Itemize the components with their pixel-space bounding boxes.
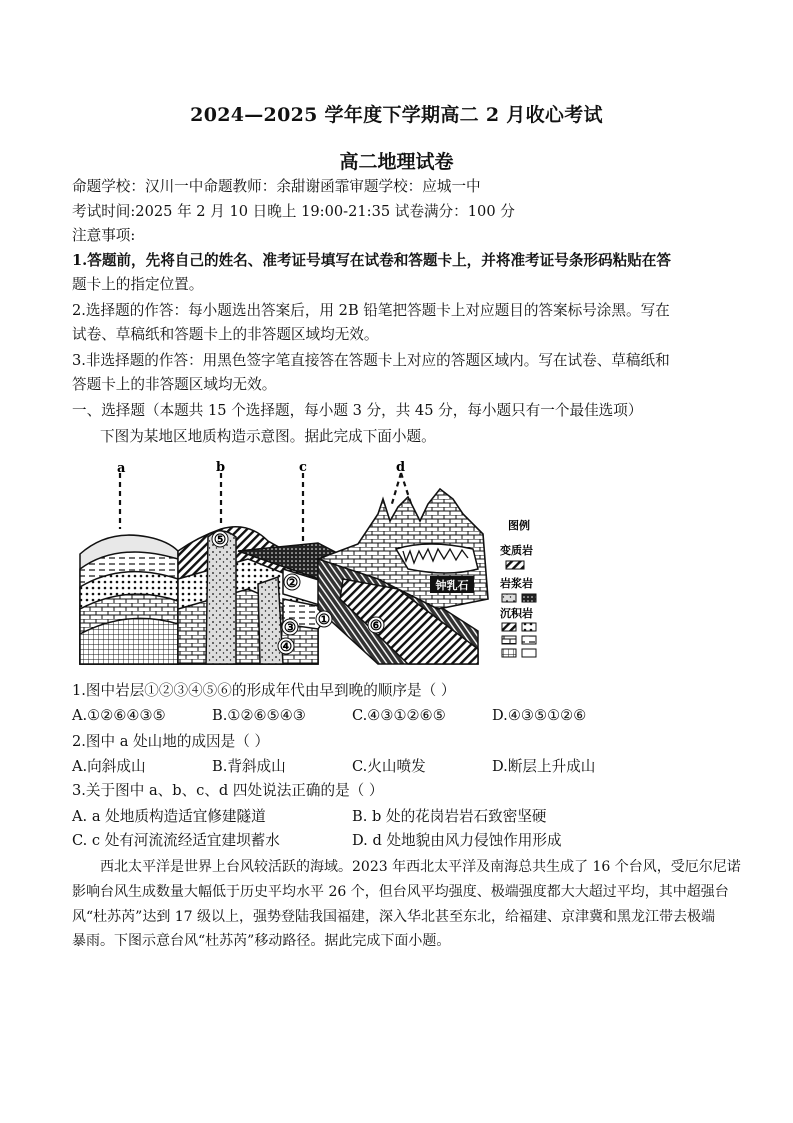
label-1: ① bbox=[317, 612, 331, 628]
note-1-line-1: 1.答题前，先将自己的姓名、准考证号填写在试卷和答题卡上，并将准考证号条形码粘贴在答 bbox=[72, 252, 671, 269]
legend-metamorphic: 变质岩 bbox=[500, 544, 533, 557]
exam-title: 2024—2025 学年度下学期高二 2 月收心考试 bbox=[190, 104, 603, 126]
q3-option-a[interactable]: A. a 处地质构造适宜修建隧道 bbox=[72, 808, 266, 825]
note-2-line-1: 2.选择题的作答：每小题选出答案后，用 2B 铅笔把答题卡上对应题目的答案标号涂黑。写在 bbox=[72, 302, 670, 319]
passage-line-4: 暴雨。下图示意台风“杜苏芮”移动路径。据此完成下面小题。 bbox=[72, 933, 451, 949]
meta-time-score: 考试时间:2025 年 2 月 10 日晚上 19:00-21:35 试卷满分：100 分 bbox=[72, 203, 515, 220]
marker-b: b bbox=[216, 460, 226, 475]
label-2: ② bbox=[285, 575, 299, 591]
q2-option-a[interactable]: A.向斜成山 bbox=[72, 758, 146, 775]
cave-label: 钟乳石 bbox=[435, 579, 469, 592]
q1-option-b[interactable]: B.①②⑥⑤④③ bbox=[212, 707, 306, 724]
q1-option-c[interactable]: C.④③①②⑥⑤ bbox=[352, 707, 446, 724]
q3-option-d[interactable]: D. d 处地貌由风力侵蚀作用形成 bbox=[352, 832, 562, 849]
question-3-stem: 3.关于图中 a、b、c、d 四处说法正确的是（ ） bbox=[72, 782, 384, 799]
q3-option-b[interactable]: B. b 处的花岗岩岩石致密坚硬 bbox=[352, 808, 547, 825]
q3-option-c[interactable]: C. c 处有河流流经适宜建坝蓄水 bbox=[72, 832, 280, 849]
note-1-line-2: 题卡上的指定位置。 bbox=[72, 276, 204, 293]
q2-option-c[interactable]: C.火山喷发 bbox=[352, 758, 426, 775]
legend-sedimentary: 沉积岩 bbox=[500, 607, 533, 620]
notes-heading: 注意事项: bbox=[72, 227, 136, 244]
marker-c: c bbox=[299, 460, 307, 475]
q2-option-b[interactable]: B.背斜成山 bbox=[212, 758, 286, 775]
marker-d: d bbox=[396, 460, 406, 475]
legend-igneous: 岩浆岩 bbox=[500, 577, 533, 590]
note-3-line-1: 3.非选择题的作答：用黑色签字笔直接答在答题卡上对应的答题区域内。写在试卷、草稿纸和 bbox=[72, 352, 670, 369]
section-heading: 一、选择题（本题共 15 个选择题，每小题 3 分，共 45 分，每小题只有一个最佳选项） bbox=[72, 402, 643, 419]
exam-subtitle: 高二地理试卷 bbox=[339, 151, 454, 173]
q1-option-a[interactable]: A.①②⑥④③⑤ bbox=[72, 707, 166, 724]
section-intro: 下图为某地区地质构造示意图。据此完成下面小题。 bbox=[100, 428, 436, 445]
meta-schools: 命题学校：汉川一中命题教师：余甜谢函霏审题学校：应城一中 bbox=[72, 178, 481, 195]
label-3: ③ bbox=[283, 620, 297, 636]
passage-line-2: 影响台风生成数量大幅低于历史平均水平 26 个，但台风平均强度、极端强度都大大超过平均，其中超强台 bbox=[72, 884, 729, 900]
question-1-stem: 1.图中岩层①②③④⑤⑥的形成年代由早到晚的顺序是（ ） bbox=[72, 682, 456, 699]
note-2-line-2: 试卷、草稿纸和答题卡上的非答题区域均无效。 bbox=[72, 326, 379, 343]
passage-line-1: 西北太平洋是世界上台风较活跃的海域。2023 年西北太平洋及南海总共生成了 16 个台风，受厄尔尼诺 bbox=[100, 859, 741, 875]
question-2-stem: 2.图中 a 处山地的成因是（ ） bbox=[72, 733, 270, 750]
q1-option-d[interactable]: D.④③⑤①②⑥ bbox=[492, 707, 587, 724]
marker-a: a bbox=[117, 461, 126, 476]
geology-diagram bbox=[78, 459, 558, 674]
legend-title: 图例 bbox=[508, 519, 530, 532]
label-6: ⑥ bbox=[369, 618, 383, 634]
passage-line-3: 风“杜苏芮”达到 17 级以上，强势登陆我国福建，深入华北甚至东北，给福建、京津冀和黑龙江带去极端 bbox=[72, 909, 716, 925]
label-5: ⑤ bbox=[213, 532, 227, 548]
label-4: ④ bbox=[279, 639, 293, 655]
note-3-line-2: 答题卡上的非答题区域均无效。 bbox=[72, 376, 277, 393]
q2-option-d[interactable]: D.断层上升成山 bbox=[492, 758, 596, 775]
